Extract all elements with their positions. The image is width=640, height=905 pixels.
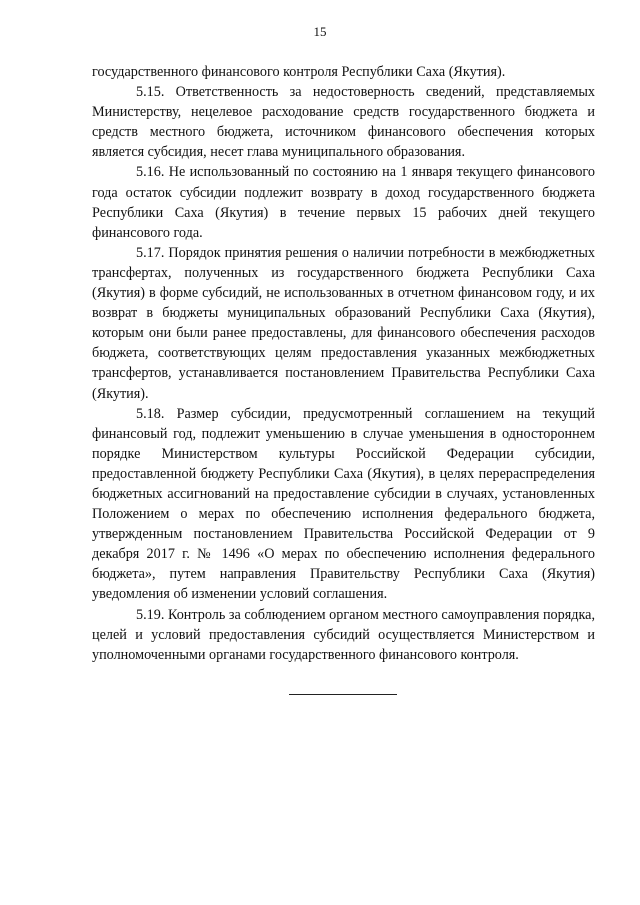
document-body [92,62,595,665]
page-number: 15 [313,24,327,39]
paragraph-5-15: 5.15. Ответственность за недостоверность сведений, представляемых Министерству, нецелевое расходование средств государственного бюджета и средств местного бюджета, источником финансового обеспечения которых является субсидия, несет глава муниципального образования. [92,84,595,161]
paragraph-5-16: 5.16. Не использованный по состоянию на 1 января текущего финансового года остаток субсидии подлежит возврату в доход государственного бюджета Республики Саха (Якутия) в течение первых 15 рабочих дней текущего финансового года. [92,164,595,241]
end-divider-line [289,694,397,695]
paragraph-5-19: 5.19. Контроль за соблюдением органом местного самоуправления порядка, целей и условий предоставления субсидий осуществляется Министерством и уполномоченными органами государственного финансового контроля. [92,606,595,663]
paragraph-5-17: 5.17. Порядок принятия решения о наличии потребности в межбюджетных трансфертах, полученных из государственного бюджета Республики Саха (Якутия) в форме субсидий, не использованных в отчетном финансовом году, и их возврат в бюджеты муниципальных образований Республики Саха (Якутия), которым они были ранее предоставлены, для финансового обеспечения расходов бюджета, соответствующих целям предоставления указанных межбюджетных трансфертов, устанавливается постановлением Правительства Республики Саха (Якутия). [92,244,595,402]
paragraph-continuation: государственного финансового контроля Республики Саха (Якутия). [92,64,506,80]
paragraph-5-18: 5.18. Размер субсидии, предусмотренный соглашением на текущий финансовый год, подлежит уменьшению в случае уменьшения в одностороннем порядке Министерством культуры Российской Федерации субсидии, предоставленной бюджету Республики Саха (Якутия), в целях перераспределения бюджетных ассигнований на предоставление субсидии в случаях, установленных Положением о мерах по обеспечению исполнения федерального бюджета, утвержденным постановлением Правительства Российской Федерации от 9 декабря 2017 г. № 1496 «О мерах по обеспечению исполнения федерального бюджета», путем направления Правительству Республики Саха (Якутия) уведомления об изменении условий соглашения. [92,405,595,603]
